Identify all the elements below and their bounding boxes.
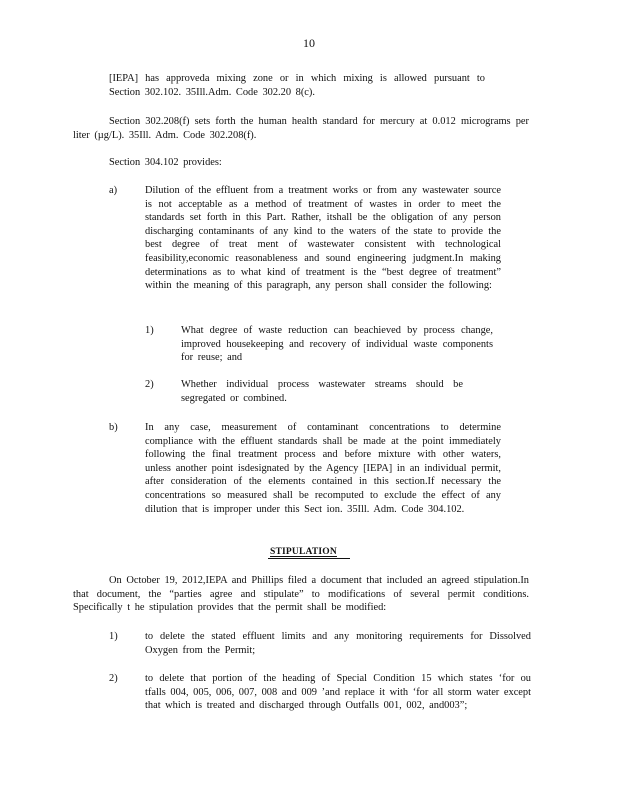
paragraph-section-304: Section 304.102 provides: (109, 157, 222, 168)
item-a-sub1-text: What degree of waste reduction can beachieved by process change, improved housekeeping and recovery of individual waste components for reuse; and (181, 325, 493, 364)
list-item-1-label: 1) (109, 631, 118, 642)
page-number: 10 (303, 36, 315, 50)
item-a-sub1-label: 1) (145, 325, 154, 336)
item-b-text: In any case, measurement of contaminant concentrations to determine compliance with the effluent standards shall be made at the point immediately following the final treatment process and before mixture with other waters, unless another point isdesignated by the Agency [IEPA] in an individual permit, after consideration of the elements contained in this section.If necessary the concentrations so measured shall be recomputed to exclude the effect of any dilution that is improper under this Sect ion. 35Ill. Adm. Code 304.102. (145, 422, 501, 515)
paragraph-mixing-zone: [IEPA] has approveda mixing zone or in which mixing is allowed pursuant to Section 302.102. 35Ill.Adm. Code 302.20 8(c). (109, 73, 485, 98)
heading-underline (268, 558, 350, 559)
item-a-label: a) (109, 185, 118, 196)
item-a-sub2-text: Whether individual process wastewater streams should be segregated or combined. (181, 379, 463, 404)
list-item-2-label: 2) (109, 673, 118, 684)
paragraph-mercury-standard: Section 302.208(f) sets forth the human health standard for mercury at 0.012 micrograms per liter (µg/L). 35Ill. Adm. Code 302.208(f). (73, 116, 529, 141)
list-item-1-text: to delete the stated effluent limits and any monitoring requirements for Dissolved Oxygen from the Permit; (145, 631, 531, 656)
item-a-text: Dilution of the effluent from a treatment works or from any wastewater source is not acceptable as a method of treatment of wastes in order to meet the standards set forth in this Part. Rather, itshall be the obligation of any person discharging contaminants of any kind to the waters of the state to provide the best degree of treat ment of wastewater consistent with technological feasibility,economic reasonableness and sound engineering judgment.In making determinations as to what kind of treatment is the “best degree of treatment” within the meaning of this paragraph, any person shall consider the following: (145, 185, 501, 292)
section-heading-stipulation: STIPULATION (270, 547, 337, 557)
paragraph-stipulation: On October 19, 2012,IEPA and Phillips filed a document that included an agreed stipulation.In that document, the “parties agree and stipulate” to modifications of several permit conditions. Specifically t he stipulation provides that the permit shall be modified: (73, 575, 529, 614)
item-a-sub2-label: 2) (145, 379, 154, 390)
list-item-2-text: to delete that portion of the heading of Special Condition 15 which states ‘for ou tfalls 004, 005, 006, 007, 008 and 009 ’and replace it with ‘for all storm water except that which is treated and discharged through Outfalls 001, 002, and003”; (145, 673, 531, 712)
item-b-label: b) (109, 422, 118, 433)
